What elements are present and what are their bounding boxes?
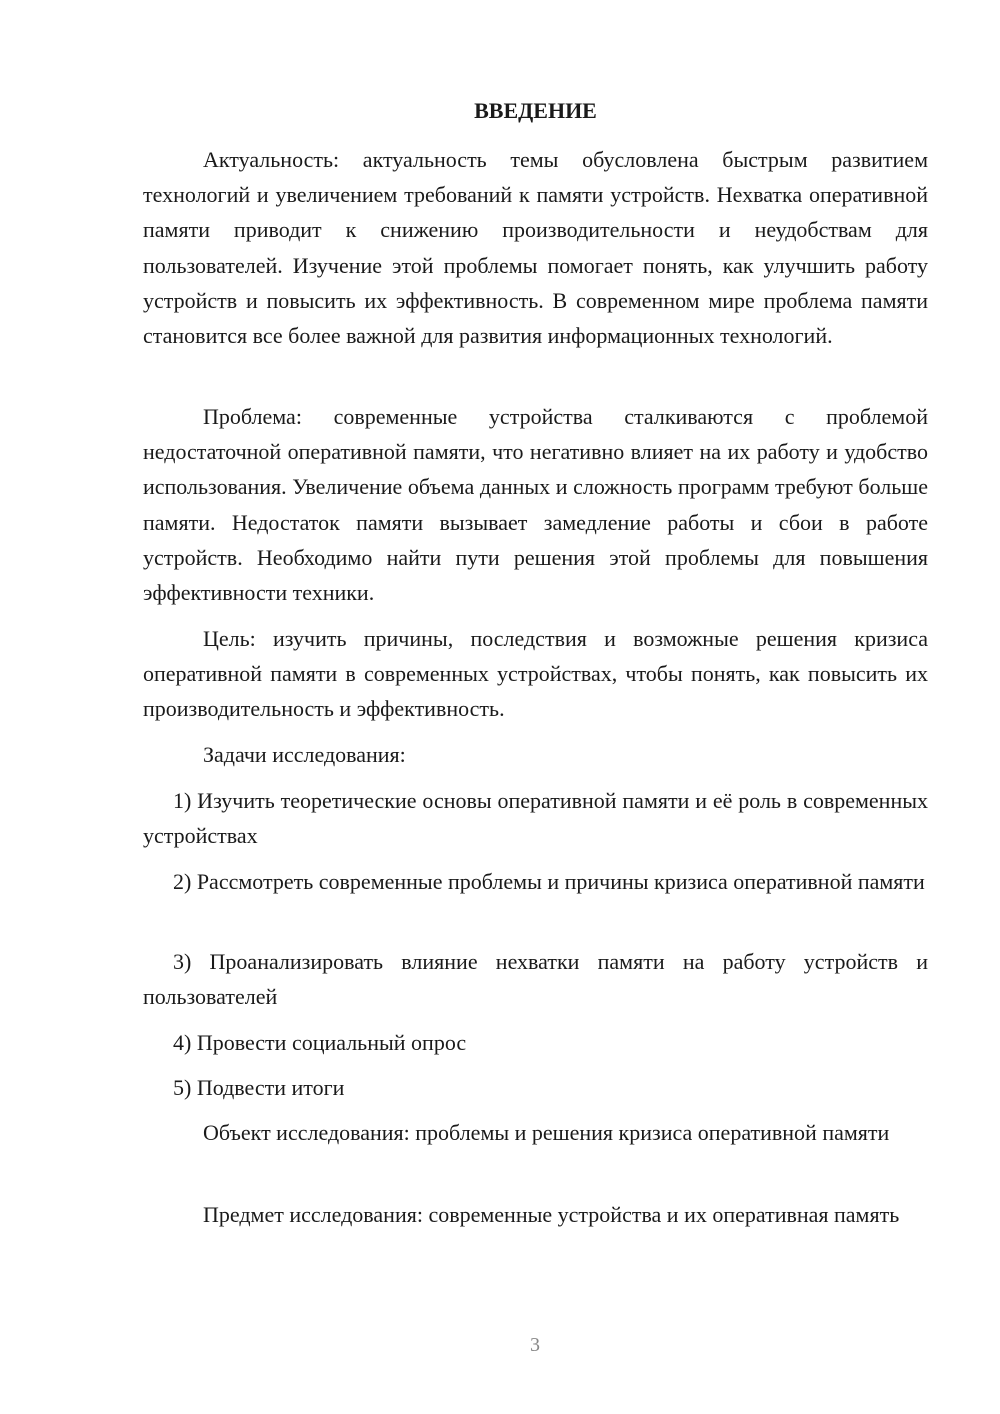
goal-paragraph: Цель: изучить причины, последствия и возможные решения кризиса оперативной памяти в современных устройствах, чтобы понять, как повысить их производительность и эффективность.: [143, 626, 928, 722]
section-heading: ВВЕДЕНИЕ: [474, 98, 597, 123]
object-paragraph: Объект исследования: проблемы и решения кризиса оперативной памяти: [203, 1120, 890, 1145]
task-item-5: 5) Подвести итоги: [173, 1075, 345, 1100]
subject-paragraph: Предмет исследования: современные устройства и их оперативная память: [203, 1202, 900, 1227]
task-item-4: 4) Провести социальный опрос: [173, 1030, 467, 1055]
page-number: 3: [530, 1334, 540, 1356]
tasks-heading: Задачи исследования:: [203, 742, 406, 767]
task-item-1: 1) Изучить теоретические основы оперативной памяти и её роль в современных устройствах: [143, 788, 928, 849]
task-item-3: 3) Проанализировать влияние нехватки памяти на работу устройств и пользователей: [143, 949, 928, 1010]
problem-paragraph: Проблема: современные устройства сталкиваются с проблемой недостаточной оперативной памяти, что негативно влияет на их работу и удобство использования. Увеличение объема данных и сложность программ требуют больше памяти. Недостаток памяти вызывает замедление работы и сбои в работе устройств. Необходимо найти пути решения этой проблемы для повышения эффективности техники.: [143, 404, 928, 606]
task-item-2: 2) Рассмотреть современные проблемы и причины кризиса оперативной памяти: [173, 869, 925, 894]
relevance-paragraph: Актуальность: актуальность темы обусловлена быстрым развитием технологий и увеличением требований к памяти устройств. Нехватка оперативной памяти приводит к снижению производительности и неудобствам для пользователей. Изучение этой проблемы помогает понять, как улучшить работу устройств и повысить их эффективность. В современном мире проблема памяти становится все более важной для развития информационных технологий.: [143, 147, 928, 349]
